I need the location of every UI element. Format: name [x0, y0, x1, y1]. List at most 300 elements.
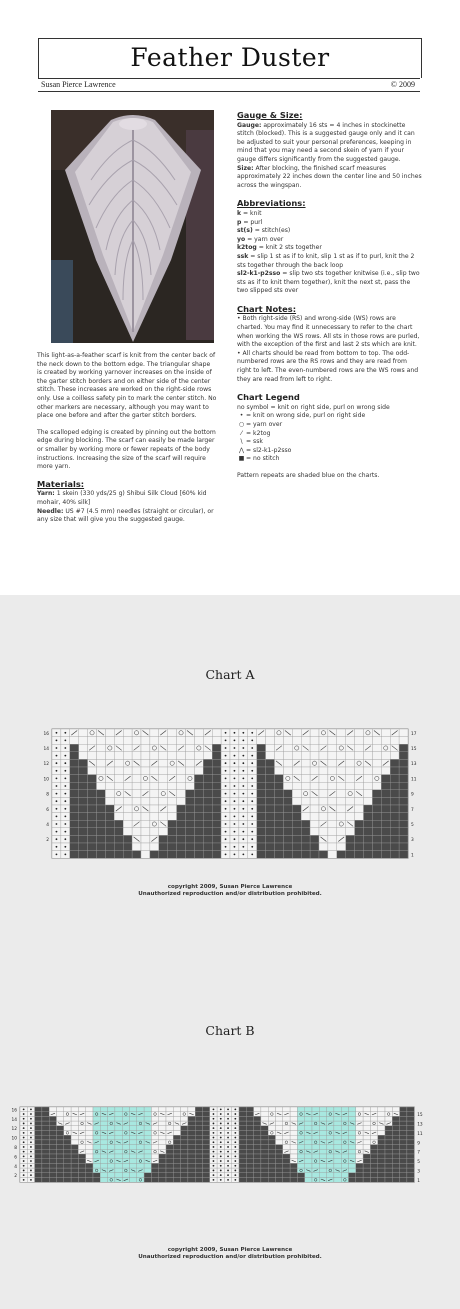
row-number-label: 13: [411, 762, 417, 768]
no-stitch-cell: [290, 1173, 297, 1178]
no-stitch-cell: [212, 820, 221, 828]
no-stitch-cell: [57, 1163, 64, 1168]
stitch-cell: [79, 729, 88, 737]
no-stitch-cell: [392, 1121, 399, 1126]
purl-bump-icon: [225, 747, 227, 749]
purl-bump-icon: [242, 747, 244, 749]
stitch-cell: [305, 1140, 312, 1145]
no-stitch-cell: [70, 782, 79, 790]
stitch-cell: [86, 1135, 93, 1140]
no-stitch-cell: [151, 1168, 158, 1173]
stitch-cell: [123, 744, 132, 752]
no-stitch-cell: [254, 1126, 261, 1131]
purl-bump-icon: [242, 740, 244, 742]
stitch-cell: [144, 1126, 151, 1131]
no-stitch-cell: [292, 843, 301, 851]
stitch-cell: [334, 1121, 341, 1126]
stitch-cell: [327, 1131, 334, 1136]
stitch-cell: [78, 1145, 85, 1150]
stitch-cell: [97, 744, 106, 752]
no-stitch-cell: [188, 1131, 195, 1136]
stitch-cell: [159, 737, 168, 745]
no-stitch-cell: [239, 1145, 246, 1150]
stitch-cell: [137, 1173, 144, 1178]
no-stitch-cell: [268, 1173, 275, 1178]
purl-bump-icon: [234, 740, 236, 742]
no-stitch-cell: [276, 1159, 283, 1164]
no-stitch-cell: [93, 1173, 100, 1178]
no-stitch-cell: [88, 797, 97, 805]
no-stitch-cell: [378, 1154, 385, 1159]
stitch-cell: [122, 1126, 129, 1131]
stitch-cell: [301, 775, 310, 783]
purl-bump-icon: [242, 755, 244, 757]
no-stitch-cell: [144, 1178, 151, 1183]
no-stitch-cell: [203, 1168, 210, 1173]
stitch-cell: [130, 1178, 137, 1183]
stitch-cell: [150, 790, 159, 798]
no-stitch-cell: [400, 1131, 407, 1136]
stitch-cell: [356, 1107, 363, 1112]
no-stitch-cell: [57, 1140, 64, 1145]
purl-bump-icon: [242, 816, 244, 818]
purl-bump-icon: [64, 838, 66, 840]
no-stitch-cell: [49, 1140, 56, 1145]
no-stitch-cell: [283, 843, 292, 851]
no-stitch-cell: [203, 1178, 210, 1183]
stitch-cell: [310, 752, 319, 760]
stitch-cell: [290, 1131, 297, 1136]
abbr-key: sl2-k1-p2sso: [237, 270, 281, 278]
purl-bump-icon: [227, 1146, 229, 1148]
stitch-cell: [301, 737, 310, 745]
stitch-cell: [150, 828, 159, 836]
purl-bump-icon: [64, 793, 66, 795]
no-stitch-cell: [407, 1159, 414, 1164]
stitch-cell: [328, 759, 337, 767]
stitch-cell: [168, 805, 177, 813]
no-stitch-cell: [64, 1178, 71, 1183]
purl-bump-icon: [227, 1123, 229, 1125]
stitch-cell: [141, 820, 150, 828]
no-stitch-cell: [407, 1173, 414, 1178]
stitch-cell: [71, 1140, 78, 1145]
no-stitch-cell: [239, 1116, 246, 1121]
no-stitch-cell: [70, 813, 79, 821]
stitch-cell: [166, 1121, 173, 1126]
stitch-cell: [337, 782, 346, 790]
stitch-cell: [283, 759, 292, 767]
stitch-cell: [301, 767, 310, 775]
stitch-cell: [108, 1116, 115, 1121]
no-stitch-cell: [195, 1131, 202, 1136]
stitch-cell: [312, 1145, 319, 1150]
legend-item: [237, 430, 422, 439]
stitch-cell: [150, 744, 159, 752]
stitch-cell: [93, 1163, 100, 1168]
no-stitch-cell: [385, 1154, 392, 1159]
stitch-cell: [297, 1154, 304, 1159]
stitch-cell: [290, 1116, 297, 1121]
stitch-cell: [301, 797, 310, 805]
stitch-cell: [327, 1145, 334, 1150]
no-stitch-cell: [407, 1135, 414, 1140]
stitch-cell: [93, 1107, 100, 1112]
stitch-cell: [346, 813, 355, 821]
no-stitch-cell: [159, 851, 168, 859]
purl-bump-icon: [234, 1179, 236, 1181]
purl-bump-icon: [23, 1132, 25, 1134]
materials-heading: Materials:: [37, 478, 85, 489]
row-number-label: 5: [417, 1160, 420, 1166]
stitch-cell: [363, 1126, 370, 1131]
no-stitch-cell: [254, 1131, 261, 1136]
stitch-cell: [266, 744, 275, 752]
purl-bump-icon: [213, 1174, 215, 1176]
no-stitch-cell: [399, 790, 408, 798]
stitch-cell: [159, 1140, 166, 1145]
no-stitch-cell: [195, 1178, 202, 1183]
stitch-cell: [275, 752, 284, 760]
stitch-cell: [108, 1173, 115, 1178]
stitch-cell: [79, 737, 88, 745]
no-stitch-cell: [400, 1149, 407, 1154]
stitch-cell: [88, 729, 97, 737]
stitch-cell: [186, 775, 195, 783]
stitch-cell: [378, 1126, 385, 1131]
stitch-cell: [132, 729, 141, 737]
copyright-line-2: Unauthorized reproduction and/or distribution prohibited.: [138, 891, 322, 897]
purl-bump-icon: [234, 762, 236, 764]
no-stitch-cell: [168, 835, 177, 843]
no-stitch-cell: [71, 1173, 78, 1178]
purl-bump-icon: [64, 755, 66, 757]
no-stitch-cell: [370, 1145, 377, 1150]
purl-bump-icon: [234, 732, 236, 734]
stitch-cell: [297, 1149, 304, 1154]
stitch-cell: [194, 752, 203, 760]
purl-bump-icon: [213, 1160, 215, 1162]
no-stitch-cell: [283, 1168, 290, 1173]
no-stitch-cell: [71, 1154, 78, 1159]
stitch-cell: [328, 828, 337, 836]
no-stitch-cell: [35, 1154, 42, 1159]
stitch-cell: [370, 1126, 377, 1131]
stitch-cell: [168, 813, 177, 821]
stitch-cell: [166, 1140, 173, 1145]
stitch-cell: [290, 1145, 297, 1150]
purl-bump-icon: [64, 770, 66, 772]
abbr-item: [237, 219, 422, 228]
stitch-cell: [370, 1107, 377, 1112]
stitch-cell: [57, 1107, 64, 1112]
no-stitch-cell: [194, 790, 203, 798]
purl-bump-icon: [56, 838, 58, 840]
stitch-cell: [132, 782, 141, 790]
stitch-cell: [86, 1126, 93, 1131]
purl-bump-icon: [213, 1179, 215, 1181]
stitch-cell: [159, 767, 168, 775]
stitch-cell: [319, 1163, 326, 1168]
stitch-cell: [328, 851, 337, 859]
stitch-cell: [100, 1135, 107, 1140]
no-stitch-cell: [203, 1135, 210, 1140]
stitch-cell: [141, 752, 150, 760]
stitch-cell: [144, 1112, 151, 1117]
no-stitch-cell: [392, 1126, 399, 1131]
no-stitch-cell: [181, 1140, 188, 1145]
purl-bump-icon: [251, 823, 253, 825]
abbr-def: = knit 2 sts together: [258, 244, 322, 252]
no-stitch-cell: [79, 767, 88, 775]
stitch-cell: [319, 1149, 326, 1154]
stitch-cell: [141, 737, 150, 745]
purl-bump-icon: [225, 785, 227, 787]
stitch-cell: [337, 797, 346, 805]
stitch-cell: [130, 1145, 137, 1150]
stitch-cell: [370, 1121, 377, 1126]
legend-text: = sl2-k1-p2sso: [246, 446, 292, 454]
no-stitch-cell: [79, 759, 88, 767]
stitch-cell: [88, 752, 97, 760]
purl-bump-icon: [225, 755, 227, 757]
no-stitch-cell: [385, 1140, 392, 1145]
row-number-label: 4: [14, 1164, 17, 1170]
no-stitch-cell: [203, 1154, 210, 1159]
no-stitch-cell: [70, 805, 79, 813]
stitch-cell: [355, 744, 364, 752]
no-stitch-cell: [372, 797, 381, 805]
stitch-cell: [363, 1145, 370, 1150]
stitch-cell: [132, 828, 141, 836]
stitch-cell: [100, 1126, 107, 1131]
no-stitch-cell: [246, 1121, 253, 1126]
stitch-cell: [305, 1178, 312, 1183]
stitch-cell: [319, 805, 328, 813]
stitch-cell: [341, 1173, 348, 1178]
stitch-cell: [341, 1159, 348, 1164]
no-stitch-cell: [203, 1126, 210, 1131]
purl-bump-icon: [225, 808, 227, 810]
stitch-cell: [268, 1107, 275, 1112]
no-stitch-cell: [399, 752, 408, 760]
no-stitch-cell: [71, 1168, 78, 1173]
stitch-cell: [378, 1107, 385, 1112]
stitch-cell: [319, 737, 328, 745]
stitch-cell: [123, 828, 132, 836]
stitch-cell: [64, 1126, 71, 1131]
no-stitch-cell: [378, 1168, 385, 1173]
stitch-cell: [370, 1116, 377, 1121]
stitch-cell: [356, 1131, 363, 1136]
no-stitch-cell: [105, 851, 114, 859]
no-stitch-cell: [392, 1168, 399, 1173]
no-stitch-cell: [363, 1163, 370, 1168]
stitch-cell: [151, 1145, 158, 1150]
stitch-cell: [159, 1135, 166, 1140]
no-stitch-cell: [254, 1149, 261, 1154]
no-stitch-cell: [49, 1168, 56, 1173]
no-stitch-cell: [42, 1135, 49, 1140]
no-stitch-cell: [400, 1178, 407, 1183]
no-stitch-cell: [268, 1145, 275, 1150]
no-stitch-cell: [35, 1159, 42, 1164]
stitch-cell: [283, 1140, 290, 1145]
no-stitch-cell: [372, 813, 381, 821]
no-stitch-cell: [257, 782, 266, 790]
stitch-cell: [276, 1126, 283, 1131]
purl-bump-icon: [220, 1179, 222, 1181]
stitch-cell: [372, 752, 381, 760]
purl-bump-icon: [213, 1137, 215, 1139]
stitch-cell: [305, 1163, 312, 1168]
no-stitch-cell: [188, 1159, 195, 1164]
no-stitch-cell: [390, 843, 399, 851]
stitch-cell: [334, 1116, 341, 1121]
stitch-cell: [297, 1163, 304, 1168]
no-stitch-cell: [266, 813, 275, 821]
legend-item: [237, 455, 422, 464]
row-number-label: 15: [417, 1113, 423, 1119]
no-stitch-cell: [400, 1135, 407, 1140]
stitch-cell: [327, 1112, 334, 1117]
stitch-cell: [292, 797, 301, 805]
purl-bump-icon: [234, 1170, 236, 1172]
purl-bump-icon: [23, 1141, 25, 1143]
stitch-cell: [381, 744, 390, 752]
no-stitch-cell: [378, 1135, 385, 1140]
no-stitch-cell: [159, 1159, 166, 1164]
stitch-cell: [151, 1112, 158, 1117]
purl-bump-icon: [234, 778, 236, 780]
no-stitch-cell: [159, 1163, 166, 1168]
no-stitch-cell: [254, 1145, 261, 1150]
purl-bump-icon: [251, 732, 253, 734]
no-stitch-cell: [290, 1163, 297, 1168]
stitch-cell: [310, 813, 319, 821]
purl-bump-icon: [227, 1108, 229, 1110]
no-stitch-cell: [71, 1145, 78, 1150]
stitch-cell: [276, 1135, 283, 1140]
stitch-cell: [364, 782, 373, 790]
purl-bump-icon: [56, 755, 58, 757]
stitch-cell: [86, 1145, 93, 1150]
stitch-cell: [173, 1107, 180, 1112]
stitch-cell: [144, 1135, 151, 1140]
stitch-cell: [123, 767, 132, 775]
no-stitch-cell: [370, 1163, 377, 1168]
stitch-cell: [328, 782, 337, 790]
stitch-cell: [186, 767, 195, 775]
stitch-cell: [141, 797, 150, 805]
stitch-cell: [108, 1163, 115, 1168]
no-stitch-cell: [392, 1178, 399, 1183]
no-stitch-cell: [254, 1178, 261, 1183]
no-stitch-cell: [194, 820, 203, 828]
no-stitch-cell: [166, 1163, 173, 1168]
stitch-cell: [346, 759, 355, 767]
stitch-cell: [364, 790, 373, 798]
no-stitch-cell: [268, 1159, 275, 1164]
stitch-cell: [100, 1145, 107, 1150]
purl-bump-icon: [64, 747, 66, 749]
stitch-cell: [297, 1116, 304, 1121]
stitch-cell: [370, 1135, 377, 1140]
purl-bump-icon: [234, 770, 236, 772]
stitch-cell: [93, 1112, 100, 1117]
stitch-cell: [123, 813, 132, 821]
purl-bump-icon: [220, 1170, 222, 1172]
stitch-cell: [334, 1178, 341, 1183]
stitch-cell: [150, 805, 159, 813]
purl-bump-icon: [56, 785, 58, 787]
no-stitch-cell: [42, 1163, 49, 1168]
stitch-cell: [327, 1173, 334, 1178]
no-stitch-cell: [407, 1168, 414, 1173]
no-stitch-cell: [79, 851, 88, 859]
stitch-cell: [114, 752, 123, 760]
no-stitch-cell: [57, 1126, 64, 1131]
no-stitch-cell: [88, 835, 97, 843]
no-stitch-cell: [246, 1149, 253, 1154]
no-stitch-cell: [254, 1173, 261, 1178]
no-stitch-cell: [266, 767, 275, 775]
stitch-cell: [86, 1154, 93, 1159]
legend-text: = knit on wrong side, purl on right side: [246, 412, 366, 420]
no-stitch-cell: [49, 1163, 56, 1168]
stitch-cell: [132, 797, 141, 805]
no-stitch-cell: [283, 1159, 290, 1164]
row-number-label: 10: [11, 1136, 17, 1142]
no-stitch-cell: [257, 775, 266, 783]
purl-bump-icon: [220, 1127, 222, 1129]
stitch-cell: [105, 797, 114, 805]
purl-bump-icon: [227, 1151, 229, 1153]
stitch-cell: [356, 1112, 363, 1117]
no-stitch-cell: [203, 851, 212, 859]
no-stitch-cell: [385, 1145, 392, 1150]
row-number-label: 1: [417, 1178, 420, 1184]
stitch-cell: [137, 1126, 144, 1131]
no-stitch-cell: [399, 744, 408, 752]
stitch-cell: [212, 729, 221, 737]
no-stitch-cell: [97, 805, 106, 813]
purl-bump-icon: [56, 762, 58, 764]
no-stitch-cell: [195, 1149, 202, 1154]
no-stitch-cell: [78, 1159, 85, 1164]
stitch-cell: [312, 1135, 319, 1140]
no-stitch-cell: [275, 820, 284, 828]
purl-bump-icon: [234, 823, 236, 825]
no-stitch-cell: [407, 1145, 414, 1150]
no-stitch-cell: [283, 805, 292, 813]
purl-bump-icon: [234, 1113, 236, 1115]
no-stitch-cell: [400, 1154, 407, 1159]
no-stitch-cell: [283, 828, 292, 836]
stitch-cell: [141, 782, 150, 790]
copyright-line-2: Unauthorized reproduction and/or distribution prohibited.: [138, 1254, 322, 1260]
no-stitch-cell: [364, 843, 373, 851]
no-stitch-cell: [276, 1178, 283, 1183]
stitch-cell: [57, 1112, 64, 1117]
no-stitch-cell: [186, 790, 195, 798]
stitch-cell: [363, 1121, 370, 1126]
stitch-cell: [372, 767, 381, 775]
stitch-cell: [283, 752, 292, 760]
stitch-cell: [71, 1126, 78, 1131]
stitch-cell: [305, 1116, 312, 1121]
purl-bump-icon: [227, 1137, 229, 1139]
